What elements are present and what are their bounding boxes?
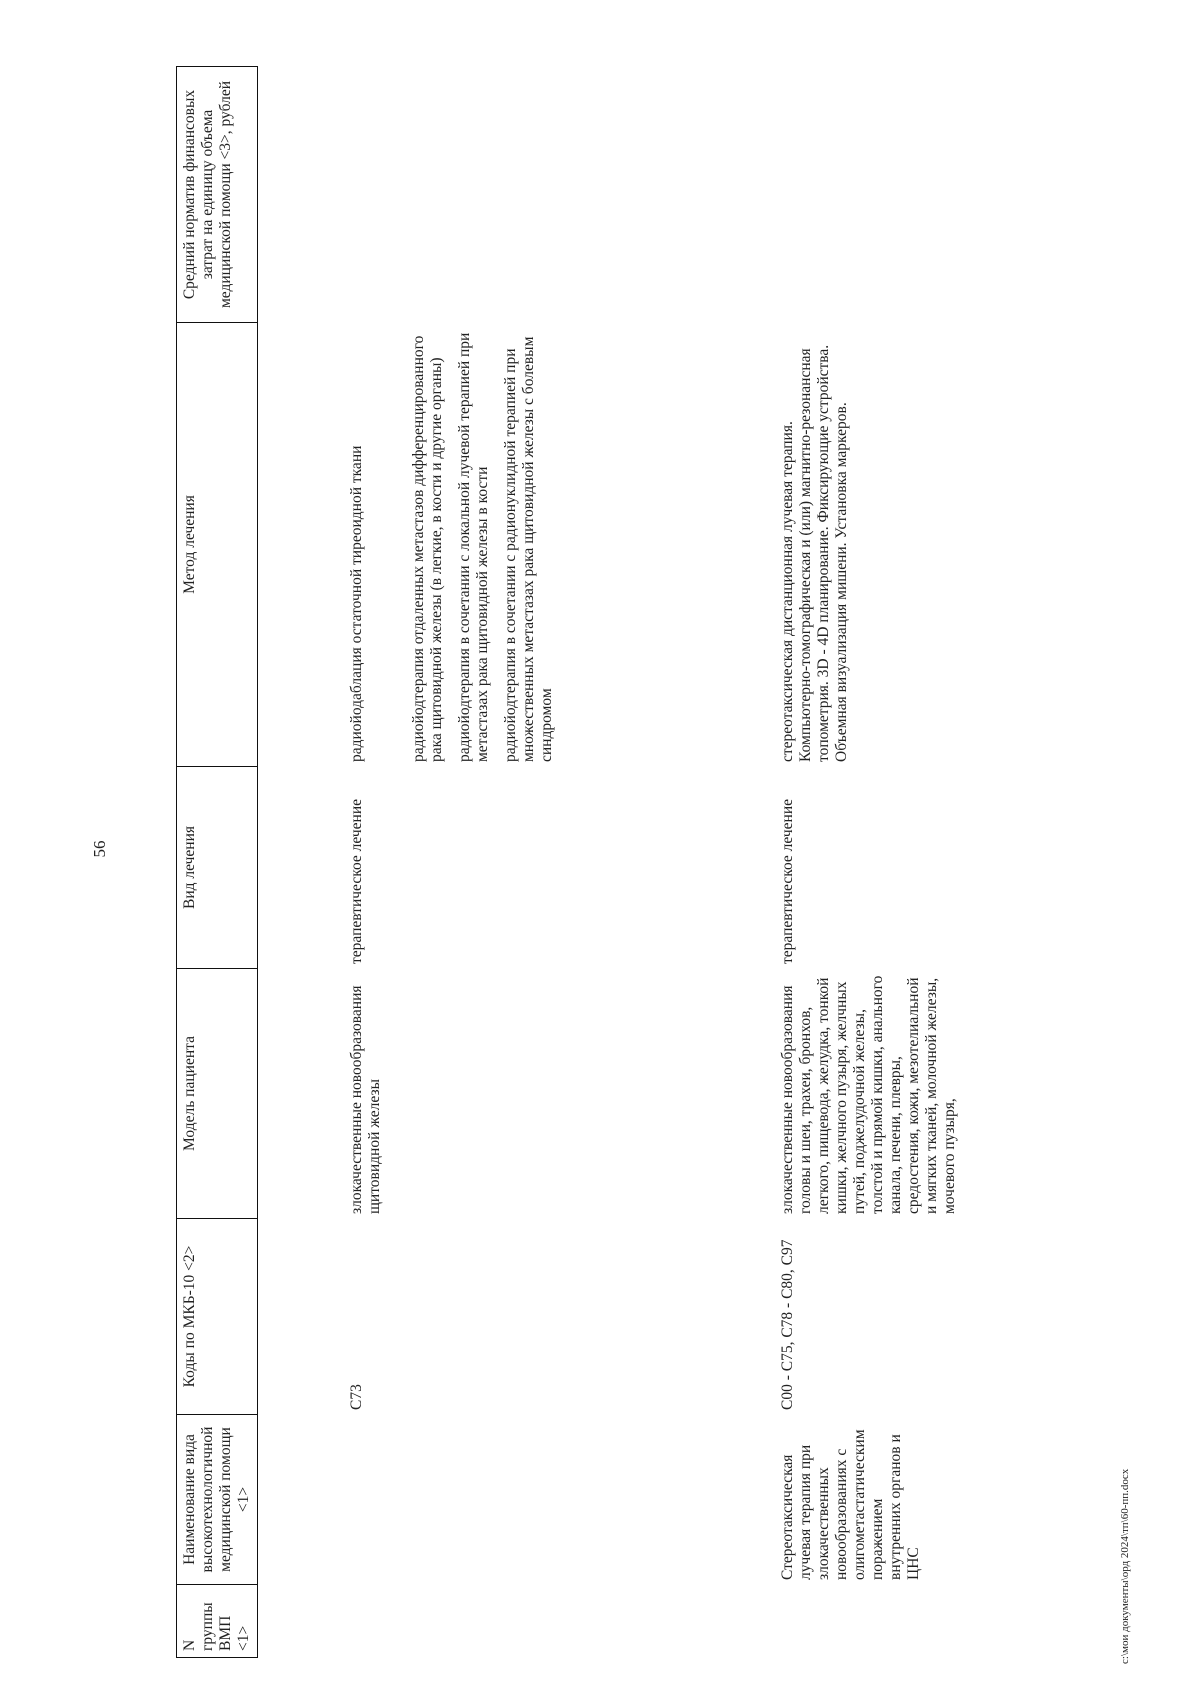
header-model: Модель пациента [176,968,258,1218]
cell-treatment: терапевтическое лечение [348,798,365,964]
cell-model: злокачественные новообразования головы и шеи, трахеи, бронхов, легкого, пищевода, желудка, тонкой кишки, желчного пузыря, желчных путей, поджелудочной железы, толстой и прямой кишки, анального канала, печени, плевры, средостения, кожи, мезотелиальной и мягких тканей, молочной железы, мочевого пузыря, [779,975,958,1214]
method-item: стереотаксическая дистанционная лучевая терапия. Компьютерно-томографическая и (или) магнитно-резонансная топометрия. 3D - 4D планирование. Фиксирующие устройства. Объемная визуализация мишени. Установка маркеров. [779,344,850,762]
cell-name: Стереотаксическая лучевая терапия при злокачественных новообразованиях с олигометастатическим поражением внутренних органов и ЦНС [779,1429,922,1580]
method-item: радиойодтерапия в сочетании с радионуклидной терапией при множественных метастазах рака щитовидной железы с болевым синдромом [502,336,555,762]
table-header [176,66,258,1658]
cell-group [348,1584,566,1658]
table-row [348,66,566,1658]
header-codes: Коды по МКБ-10 <2> [176,1218,258,1414]
header-cost: Средний норматив финансовых затрат на единицу объема медицинской помощи <3>, рублей [176,66,258,322]
cell-codes: C00 - C75, C78 - C80, C97 [779,1239,796,1410]
header-name: Наименование вида высокотехнологичной медицинской помощи <1> [176,1414,258,1584]
cell-methods [348,322,566,766]
cell-cost [348,66,566,322]
cell-cost [779,66,959,322]
method-item: радиойодаблация остаточной тиреоидной ткани [348,445,365,762]
rotated-table-page [176,66,1176,1658]
header-group: N группы ВМП <1> [176,1584,258,1658]
table-row [779,66,959,1658]
footer-file-path: c:\мои документы\орд 2024\тп\60-пп.docx [1119,1468,1131,1664]
cell-model: злокачественные новообразования щитовидной железы [348,985,383,1214]
cell-codes: C73 [348,1384,365,1410]
page-number: 56 [90,840,109,858]
method-item: радиойодтерапия в сочетании с локальной лучевой терапией при метастазах рака щитовидной железы в кости [456,332,491,762]
cell-methods [779,322,959,766]
header-treatment: Вид лечения [176,766,258,968]
cell-treatment: терапевтическое лечение [779,798,796,964]
method-item: радиойодтерапия отдаленных метастазов дифференцированного рака щитовидной железы (в легкие, в кости и другие органы) [410,335,445,762]
cell-group [779,1584,959,1658]
header-method: Метод лечения [176,322,258,766]
cell-name [348,1414,566,1584]
